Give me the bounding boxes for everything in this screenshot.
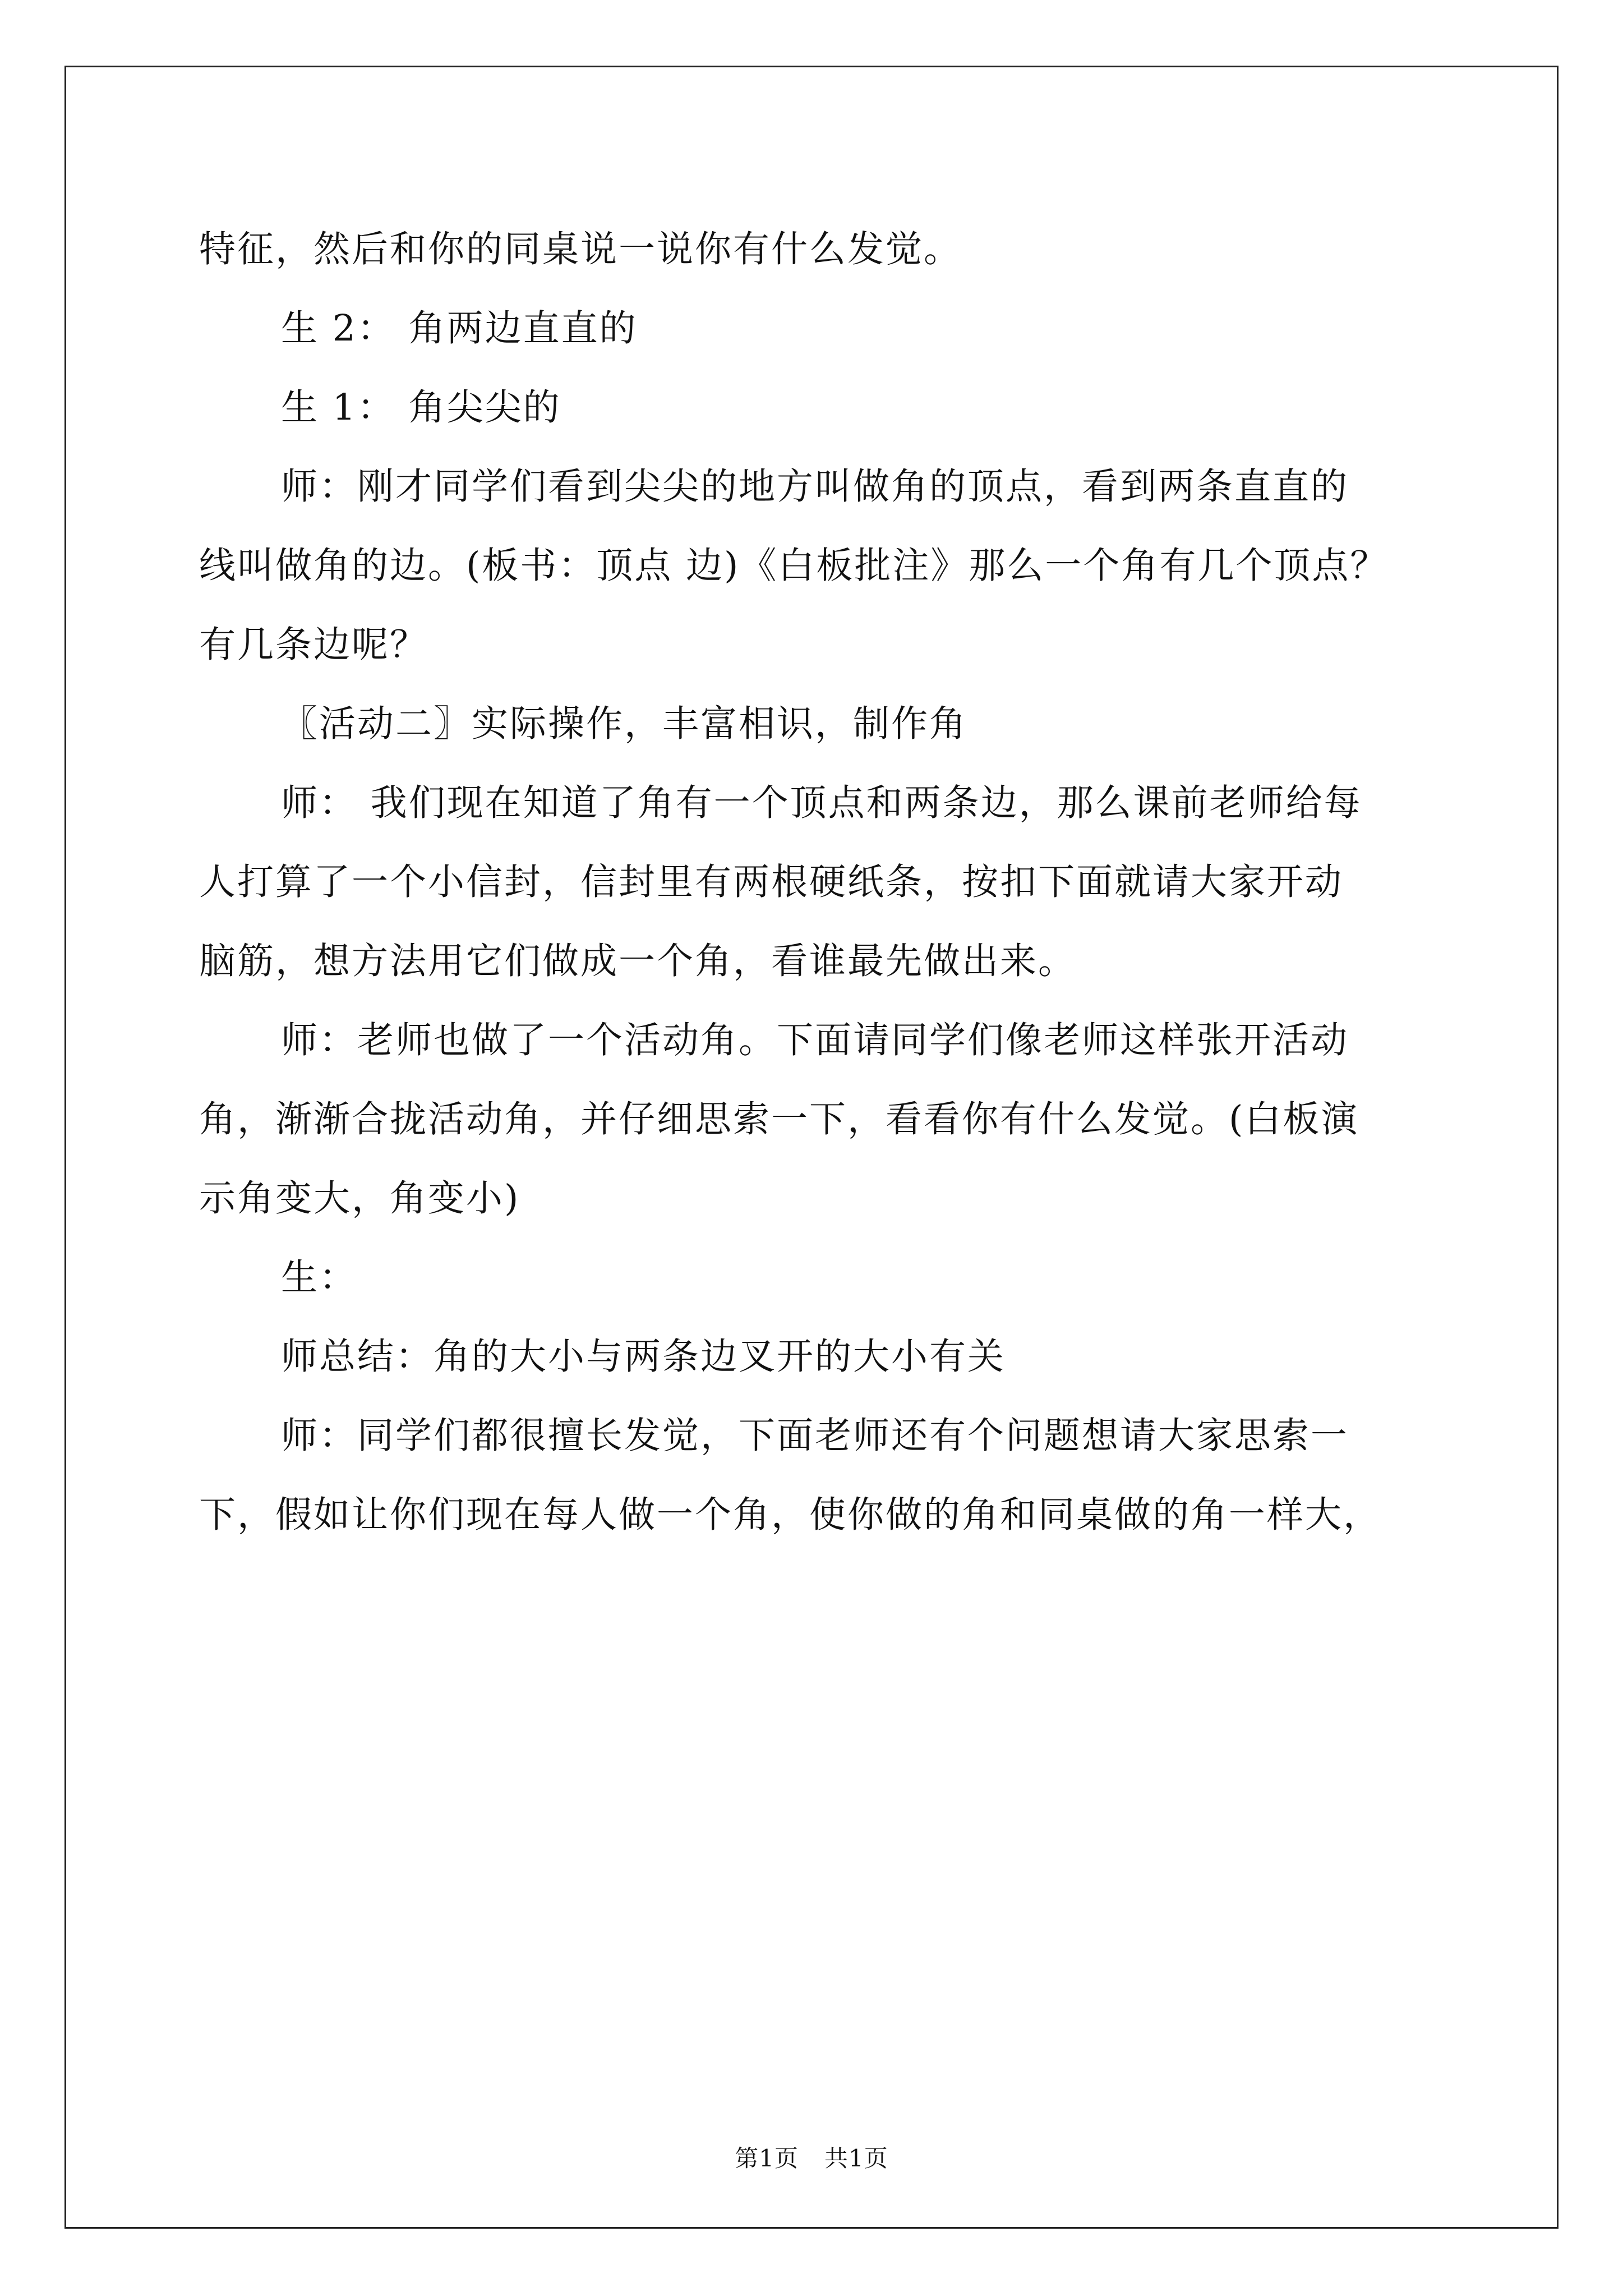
section-heading: 〖活动二〗实际操作，丰富相识，制作角 [281, 703, 968, 745]
text-line: 线叫做角的边。(板书：顶点 边)《白板批注》那么一个角有几个顶点？ [199, 545, 1389, 587]
text-line: 生 2： 角两边直直的 [281, 307, 638, 349]
text-line: 特征，然后和你的同桌说一说你有什么发觉。 [199, 228, 962, 270]
text-line: 有几条边呢？ [199, 624, 428, 666]
text-line: 角，渐渐合拢活动角，并仔细思索一下，看看你有什么发觉。(白板演 [199, 1098, 1359, 1140]
text-line: 师： 我们现在知道了角有一个顶点和两条边，那么课前老师给每 [281, 782, 1362, 824]
text-line: 生 1： 角尖尖的 [281, 386, 561, 429]
text-line: 师总结：角的大小与两条边叉开的大小有关 [281, 1336, 1006, 1378]
page-footer [0, 2142, 1623, 2175]
text-line: 生： [281, 1257, 358, 1299]
text-block [199, 210, 1428, 1554]
page-number: 第1页 [735, 2145, 799, 2172]
text-line: 示角变大，角变小) [199, 1177, 520, 1220]
text-line: 下，假如让你们现在每人做一个角，使你做的角和同桌做的角一样大， [199, 1494, 1382, 1536]
text-line: 师：老师也做了一个活动角。下面请同学们像老师这样张开活动 [281, 1019, 1349, 1061]
text-line: 脑筋，想方法用它们做成一个角，看谁最先做出来。 [199, 940, 1077, 982]
page-total: 共1页 [824, 2145, 888, 2172]
text-line: 人打算了一个小信封，信封里有两根硬纸条，按扣下面就请大家开动 [199, 861, 1344, 903]
text-line: 师：刚才同学们看到尖尖的地方叫做角的顶点，看到两条直直的 [281, 466, 1349, 508]
text-line: 师：同学们都很擅长发觉，下面老师还有个问题想请大家思索一 [281, 1415, 1349, 1457]
document-body [199, 210, 1428, 1554]
